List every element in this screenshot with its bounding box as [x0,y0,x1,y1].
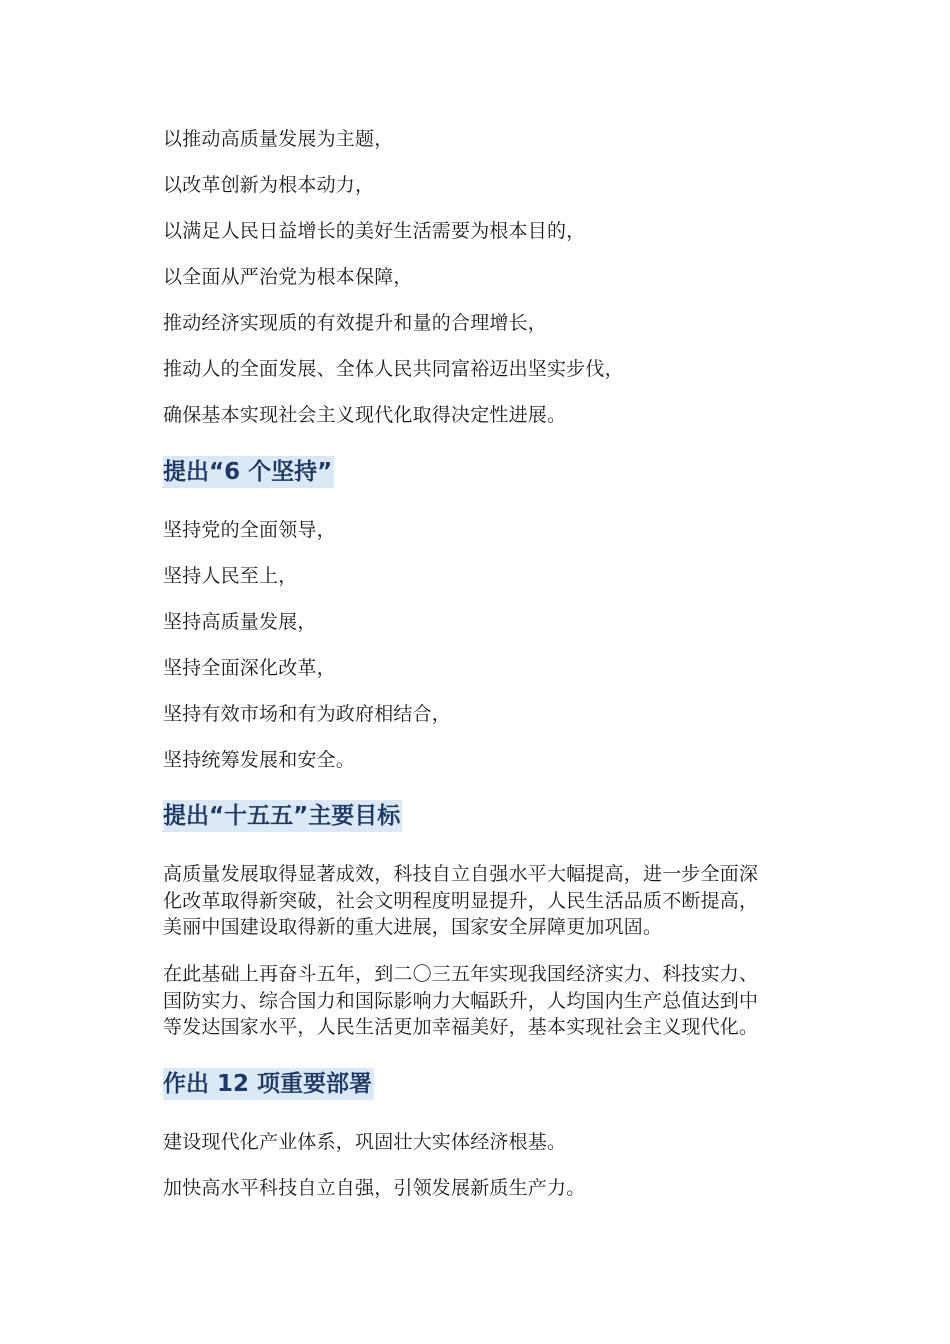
deployment-line: 加快高水平科技自立自强，引领发展新质生产力。 [163,1177,586,1199]
adherence-line: 坚持全面深化改革， [163,657,336,679]
adherence-line: 坚持统筹发展和安全。 [163,749,356,771]
intro-line: 以推动高质量发展为主题， [163,128,394,150]
goals-paragraph-2 [163,961,793,1041]
paragraph-line: 美丽中国建设取得新的重大进展，国家安全屏障更加巩固。 [163,916,663,938]
paragraph-line: 等发达国家水平，人民生活更加幸福美好，基本实现社会主义现代化。 [163,1016,759,1038]
intro-line: 以全面从严治党为根本保障， [163,266,413,288]
intro-line: 确保基本实现社会主义现代化取得决定性进展。 [163,404,567,426]
intro-line: 以满足人民日益增长的美好生活需要为根本目的， [163,220,586,242]
paragraph-line: 国防实力、综合国力和国际影响力大幅跃升，人均国内生产总值达到中 [163,989,759,1012]
section-heading-six-adherences: 提出“6 个坚持” [163,456,334,488]
paragraph-line: 在此基础上再奋斗五年，到二〇三五年实现我国经济实力、科技实力、 [163,963,759,985]
adherence-line: 坚持高质量发展， [163,611,317,633]
intro-line: 推动经济实现质的有效提升和量的合理增长， [163,312,548,334]
adherence-line: 坚持党的全面领导， [163,519,336,541]
deployment-line: 建设现代化产业体系，巩固壮大实体经济根基。 [163,1131,567,1153]
intro-line: 以改革创新为根本动力， [163,174,375,196]
section-heading-twelve-deployments: 作出 12 项重要部署 [163,1068,374,1100]
paragraph-line: 化改革取得新突破，社会文明程度明显提升，人民生活品质不断提高， [163,889,759,912]
adherence-line: 坚持有效市场和有为政府相结合， [163,703,452,725]
paragraph-line: 高质量发展取得显著成效，科技自立自强水平大幅提高，进一步全面深 [163,863,759,885]
goals-paragraph-1 [163,861,793,941]
intro-line: 推动人的全面发展、全体人民共同富裕迈出坚实步伐， [163,358,624,380]
section-heading-main-goals: 提出“十五五”主要目标 [163,800,402,832]
adherence-line: 坚持人民至上， [163,565,298,587]
